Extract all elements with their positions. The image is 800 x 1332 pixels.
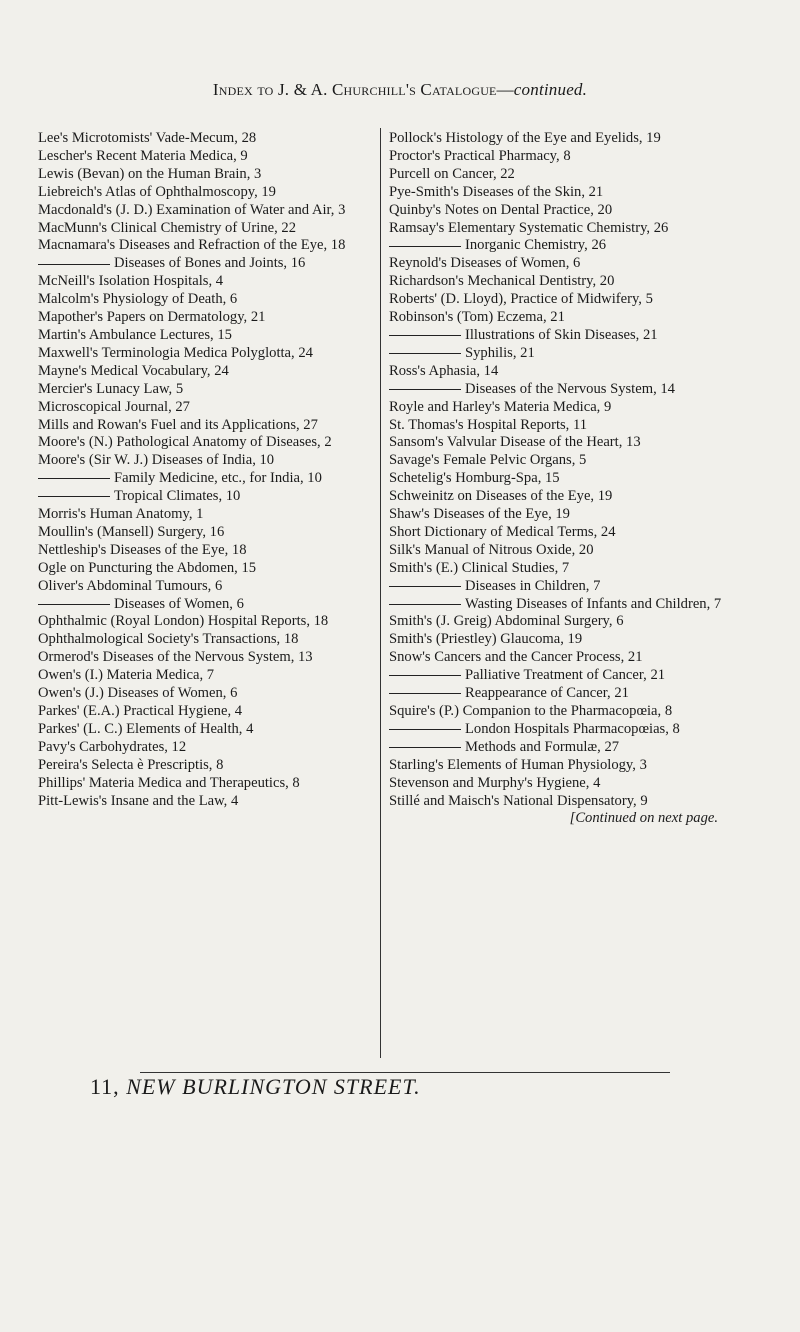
index-entry-text: Schweinitz on Diseases of the Eye, 19 bbox=[389, 488, 613, 505]
page-header bbox=[0, 80, 800, 100]
index-entry bbox=[389, 327, 724, 345]
index-entry bbox=[389, 470, 724, 488]
index-entry-text: Starling's Elements of Human Physiology, 3 bbox=[389, 756, 647, 773]
continued-note: [Continued on next page. bbox=[569, 810, 718, 827]
index-entry-text: Diseases of Bones and Joints, 16 bbox=[114, 255, 306, 272]
header-catalogue: Catalogue bbox=[420, 80, 497, 99]
index-entry bbox=[389, 202, 724, 220]
index-entry bbox=[38, 596, 368, 614]
index-entry bbox=[38, 399, 368, 417]
index-entry-text: Sansom's Valvular Disease of the Heart, 13 bbox=[389, 434, 641, 451]
ditto-rule bbox=[38, 478, 110, 479]
index-entry bbox=[38, 363, 368, 381]
index-entry-text: Family Medicine, etc., for India, 10 bbox=[114, 470, 322, 487]
index-entry-text: Methods and Formulæ, 27 bbox=[465, 738, 620, 755]
index-entry bbox=[389, 255, 724, 273]
left-index-column bbox=[38, 130, 368, 810]
index-entry bbox=[38, 255, 368, 273]
index-entry-text: Ophthalmological Society's Transactions, 18 bbox=[38, 631, 299, 648]
index-entry-text: Parkes' (L. C.) Elements of Health, 4 bbox=[38, 720, 254, 737]
index-entry-text: Savage's Female Pelvic Organs, 5 bbox=[389, 452, 587, 469]
index-entry bbox=[389, 148, 724, 166]
index-entry bbox=[38, 202, 368, 220]
index-entry bbox=[38, 667, 368, 685]
index-entry bbox=[389, 363, 724, 381]
index-entry bbox=[389, 184, 724, 202]
index-entry-text: Tropical Climates, 10 bbox=[114, 488, 241, 505]
ditto-rule bbox=[389, 246, 461, 247]
index-entry bbox=[389, 506, 724, 524]
index-entry bbox=[389, 452, 724, 470]
index-entry-text: Proctor's Practical Pharmacy, 8 bbox=[389, 147, 571, 164]
index-entry bbox=[389, 291, 724, 309]
index-entry-text: Microscopical Journal, 27 bbox=[38, 398, 190, 415]
index-entry-text: Mercier's Lunacy Law, 5 bbox=[38, 380, 184, 397]
index-entry bbox=[389, 613, 724, 631]
index-entry-text: Schetelig's Homburg-Spa, 15 bbox=[389, 470, 560, 487]
index-entry bbox=[38, 793, 368, 811]
index-entry-text: Macdonald's (J. D.) Examination of Water and Air, 3 bbox=[38, 201, 346, 218]
right-index-column bbox=[389, 130, 724, 828]
index-entry-text: Quinby's Notes on Dental Practice, 20 bbox=[389, 201, 613, 218]
index-entry bbox=[389, 434, 724, 452]
footer-number: 11, bbox=[90, 1074, 120, 1099]
index-entry-text: Pollock's Histology of the Eye and Eyelids, 19 bbox=[389, 130, 661, 146]
header-prefix: Index to J. & A. bbox=[212, 80, 328, 99]
index-entry-text: Diseases of Women, 6 bbox=[114, 595, 244, 612]
index-entry-text: Ogle on Puncturing the Abdomen, 15 bbox=[38, 559, 257, 576]
index-entry bbox=[38, 309, 368, 327]
index-entry-text: Macnamara's Diseases and Refraction of the Eye, 18 bbox=[38, 237, 346, 254]
index-entry bbox=[389, 685, 724, 703]
index-entry bbox=[38, 148, 368, 166]
index-entry-text: Owen's (I.) Materia Medica, 7 bbox=[38, 667, 215, 684]
index-entry bbox=[38, 452, 368, 470]
index-entry bbox=[389, 130, 724, 148]
index-entry bbox=[38, 327, 368, 345]
index-entry bbox=[389, 578, 724, 596]
index-entry-text: Oliver's Abdominal Tumours, 6 bbox=[38, 577, 223, 594]
index-entry-text: Smith's (E.) Clinical Studies, 7 bbox=[389, 559, 570, 576]
index-entry bbox=[38, 613, 368, 631]
index-entry-text: Morris's Human Anatomy, 1 bbox=[38, 506, 204, 523]
index-entry bbox=[38, 506, 368, 524]
ditto-rule bbox=[38, 604, 110, 605]
index-entry-text: Pereira's Selecta è Prescriptis, 8 bbox=[38, 756, 224, 773]
index-entry-text: Nettleship's Diseases of the Eye, 18 bbox=[38, 541, 247, 558]
index-entry bbox=[38, 721, 368, 739]
index-entry-text: St. Thomas's Hospital Reports, 11 bbox=[389, 416, 588, 433]
index-entry-text: Malcolm's Physiology of Death, 6 bbox=[38, 291, 238, 308]
index-entry bbox=[389, 309, 724, 327]
index-entry bbox=[38, 542, 368, 560]
index-entry bbox=[38, 166, 368, 184]
ditto-rule bbox=[389, 353, 461, 354]
header-publisher: Churchill's bbox=[332, 80, 416, 99]
index-entry-text: Parkes' (E.A.) Practical Hygiene, 4 bbox=[38, 703, 243, 719]
index-entry-text: Phillips' Materia Medica and Therapeutics, 8 bbox=[38, 774, 300, 791]
ditto-rule bbox=[389, 747, 461, 748]
index-entry bbox=[389, 596, 724, 614]
index-entry bbox=[38, 578, 368, 596]
index-entry-text: Pye-Smith's Diseases of the Skin, 21 bbox=[389, 183, 604, 200]
index-entry bbox=[38, 291, 368, 309]
index-entry bbox=[389, 381, 724, 399]
index-entry bbox=[38, 470, 368, 488]
index-entry bbox=[38, 417, 368, 435]
index-entry bbox=[389, 775, 724, 793]
index-entry bbox=[38, 130, 368, 148]
index-entry bbox=[389, 542, 724, 560]
index-entry-text: Reynold's Diseases of Women, 6 bbox=[389, 255, 581, 272]
index-entry bbox=[389, 524, 724, 542]
index-entry bbox=[389, 488, 724, 506]
index-entry bbox=[38, 775, 368, 793]
index-entry-text: Moullin's (Mansell) Surgery, 16 bbox=[38, 523, 225, 540]
index-entry-text: Lewis (Bevan) on the Human Brain, 3 bbox=[38, 165, 262, 182]
index-entry-text: Mapother's Papers on Dermatology, 21 bbox=[38, 309, 266, 326]
index-entry-text: Mills and Rowan's Fuel and its Applications, 27 bbox=[38, 416, 318, 433]
index-entry bbox=[389, 166, 724, 184]
footer-rule bbox=[140, 1072, 670, 1073]
index-entry-text: Squire's (P.) Companion to the Pharmacopœia, 8 bbox=[389, 703, 673, 719]
ditto-rule bbox=[389, 675, 461, 676]
index-entry-text: Diseases in Children, 7 bbox=[465, 577, 601, 594]
index-entry-text: Ophthalmic (Royal London) Hospital Reports, 18 bbox=[38, 613, 329, 630]
index-entry-text: Smith's (Priestley) Glaucoma, 19 bbox=[389, 631, 583, 648]
index-entry-text: Moore's (Sir W. J.) Diseases of India, 10 bbox=[38, 452, 275, 469]
index-entry bbox=[389, 649, 724, 667]
ditto-rule bbox=[389, 335, 461, 336]
index-entry bbox=[38, 757, 368, 775]
index-entry bbox=[38, 381, 368, 399]
index-entry bbox=[38, 345, 368, 363]
index-entry-text: Richardson's Mechanical Dentistry, 20 bbox=[389, 273, 615, 290]
index-entry bbox=[389, 757, 724, 775]
ditto-rule bbox=[389, 586, 461, 587]
page-footer bbox=[90, 1074, 730, 1100]
index-entry bbox=[38, 631, 368, 649]
index-entry bbox=[389, 417, 724, 435]
index-entry-text: Stevenson and Murphy's Hygiene, 4 bbox=[389, 774, 601, 791]
index-entry-text: Palliative Treatment of Cancer, 21 bbox=[465, 667, 666, 684]
ditto-rule bbox=[38, 496, 110, 497]
index-entry-text: Owen's (J.) Diseases of Women, 6 bbox=[38, 685, 238, 702]
index-entry bbox=[389, 560, 724, 578]
index-entry-text: Ramsay's Elementary Systematic Chemistry, 26 bbox=[389, 219, 669, 236]
index-entry-text: Robinson's (Tom) Eczema, 21 bbox=[389, 309, 565, 326]
index-entry-text: Shaw's Diseases of the Eye, 19 bbox=[389, 506, 570, 523]
index-entry-text: Snow's Cancers and the Cancer Process, 21 bbox=[389, 649, 643, 666]
index-entry-text: Ross's Aphasia, 14 bbox=[389, 362, 499, 379]
index-entry-text: Illustrations of Skin Diseases, 21 bbox=[465, 326, 658, 343]
index-entry-text: Lescher's Recent Materia Medica, 9 bbox=[38, 147, 248, 164]
index-entry bbox=[38, 703, 368, 721]
index-entry-text: Inorganic Chemistry, 26 bbox=[465, 237, 607, 254]
index-entry bbox=[389, 703, 724, 721]
column-divider bbox=[380, 128, 381, 1058]
index-entry bbox=[38, 220, 368, 238]
index-entry bbox=[389, 739, 724, 757]
index-entry-text: London Hospitals Pharmacopœias, 8 bbox=[465, 720, 680, 737]
index-entry bbox=[389, 220, 724, 238]
index-entry bbox=[389, 793, 724, 811]
ditto-rule bbox=[38, 264, 110, 265]
index-entry-text: MacMunn's Clinical Chemistry of Urine, 22 bbox=[38, 219, 296, 236]
header-separator: — bbox=[496, 80, 514, 99]
index-entry-text: Pitt-Lewis's Insane and the Law, 4 bbox=[38, 792, 239, 809]
index-entry bbox=[38, 273, 368, 291]
index-entry-text: McNeill's Isolation Hospitals, 4 bbox=[38, 273, 224, 290]
ditto-rule bbox=[389, 389, 461, 390]
index-entry bbox=[38, 739, 368, 757]
index-entry-text: Maxwell's Terminologia Medica Polyglotta, 24 bbox=[38, 344, 313, 361]
index-entry-text: Roberts' (D. Lloyd), Practice of Midwifery, 5 bbox=[389, 291, 653, 308]
index-entry bbox=[38, 524, 368, 542]
index-entry bbox=[389, 631, 724, 649]
index-entry-text: Purcell on Cancer, 22 bbox=[389, 165, 515, 182]
index-entry bbox=[389, 667, 724, 685]
index-entry bbox=[38, 237, 368, 255]
index-entry-text: Smith's (J. Greig) Abdominal Surgery, 6 bbox=[389, 613, 624, 630]
index-entry bbox=[389, 237, 724, 255]
footer-street: NEW BURLINGTON STREET. bbox=[126, 1074, 421, 1099]
index-entry-text: Mayne's Medical Vocabulary, 24 bbox=[38, 362, 229, 379]
ditto-rule bbox=[389, 604, 461, 605]
index-entry bbox=[38, 184, 368, 202]
index-entry bbox=[38, 649, 368, 667]
index-entry-text: Stillé and Maisch's National Dispensatory, 9 bbox=[389, 792, 648, 809]
index-entry bbox=[38, 685, 368, 703]
ditto-rule bbox=[389, 693, 461, 694]
index-entry bbox=[389, 345, 724, 363]
index-entry-text: Moore's (N.) Pathological Anatomy of Diseases, 2 bbox=[38, 434, 332, 451]
ditto-rule bbox=[389, 729, 461, 730]
index-entry-text: Ormerod's Diseases of the Nervous System, 13 bbox=[38, 649, 313, 666]
index-entry-text: Diseases of the Nervous System, 14 bbox=[465, 380, 675, 397]
index-entry-text: Pavy's Carbohydrates, 12 bbox=[38, 738, 187, 755]
index-entry bbox=[38, 560, 368, 578]
index-entry-text: Wasting Diseases of Infants and Children, 7 bbox=[465, 595, 722, 612]
index-entry bbox=[38, 488, 368, 506]
index-entry bbox=[38, 434, 368, 452]
index-entry bbox=[389, 273, 724, 291]
index-entry-text: Short Dictionary of Medical Terms, 24 bbox=[389, 523, 616, 540]
index-entry-text: Reappearance of Cancer, 21 bbox=[465, 685, 629, 702]
header-continued: continued. bbox=[513, 80, 588, 99]
index-entry bbox=[389, 399, 724, 417]
index-entry-text: Liebreich's Atlas of Ophthalmoscopy, 19 bbox=[38, 183, 276, 200]
index-entry bbox=[389, 721, 724, 739]
index-entry-text: Silk's Manual of Nitrous Oxide, 20 bbox=[389, 541, 594, 558]
index-entry-text: Martin's Ambulance Lectures, 15 bbox=[38, 326, 232, 343]
index-entry-text: Syphilis, 21 bbox=[465, 344, 535, 361]
index-entry-text: Royle and Harley's Materia Medica, 9 bbox=[389, 398, 612, 415]
index-entry-text: Lee's Microtomists' Vade-Mecum, 28 bbox=[38, 130, 257, 146]
